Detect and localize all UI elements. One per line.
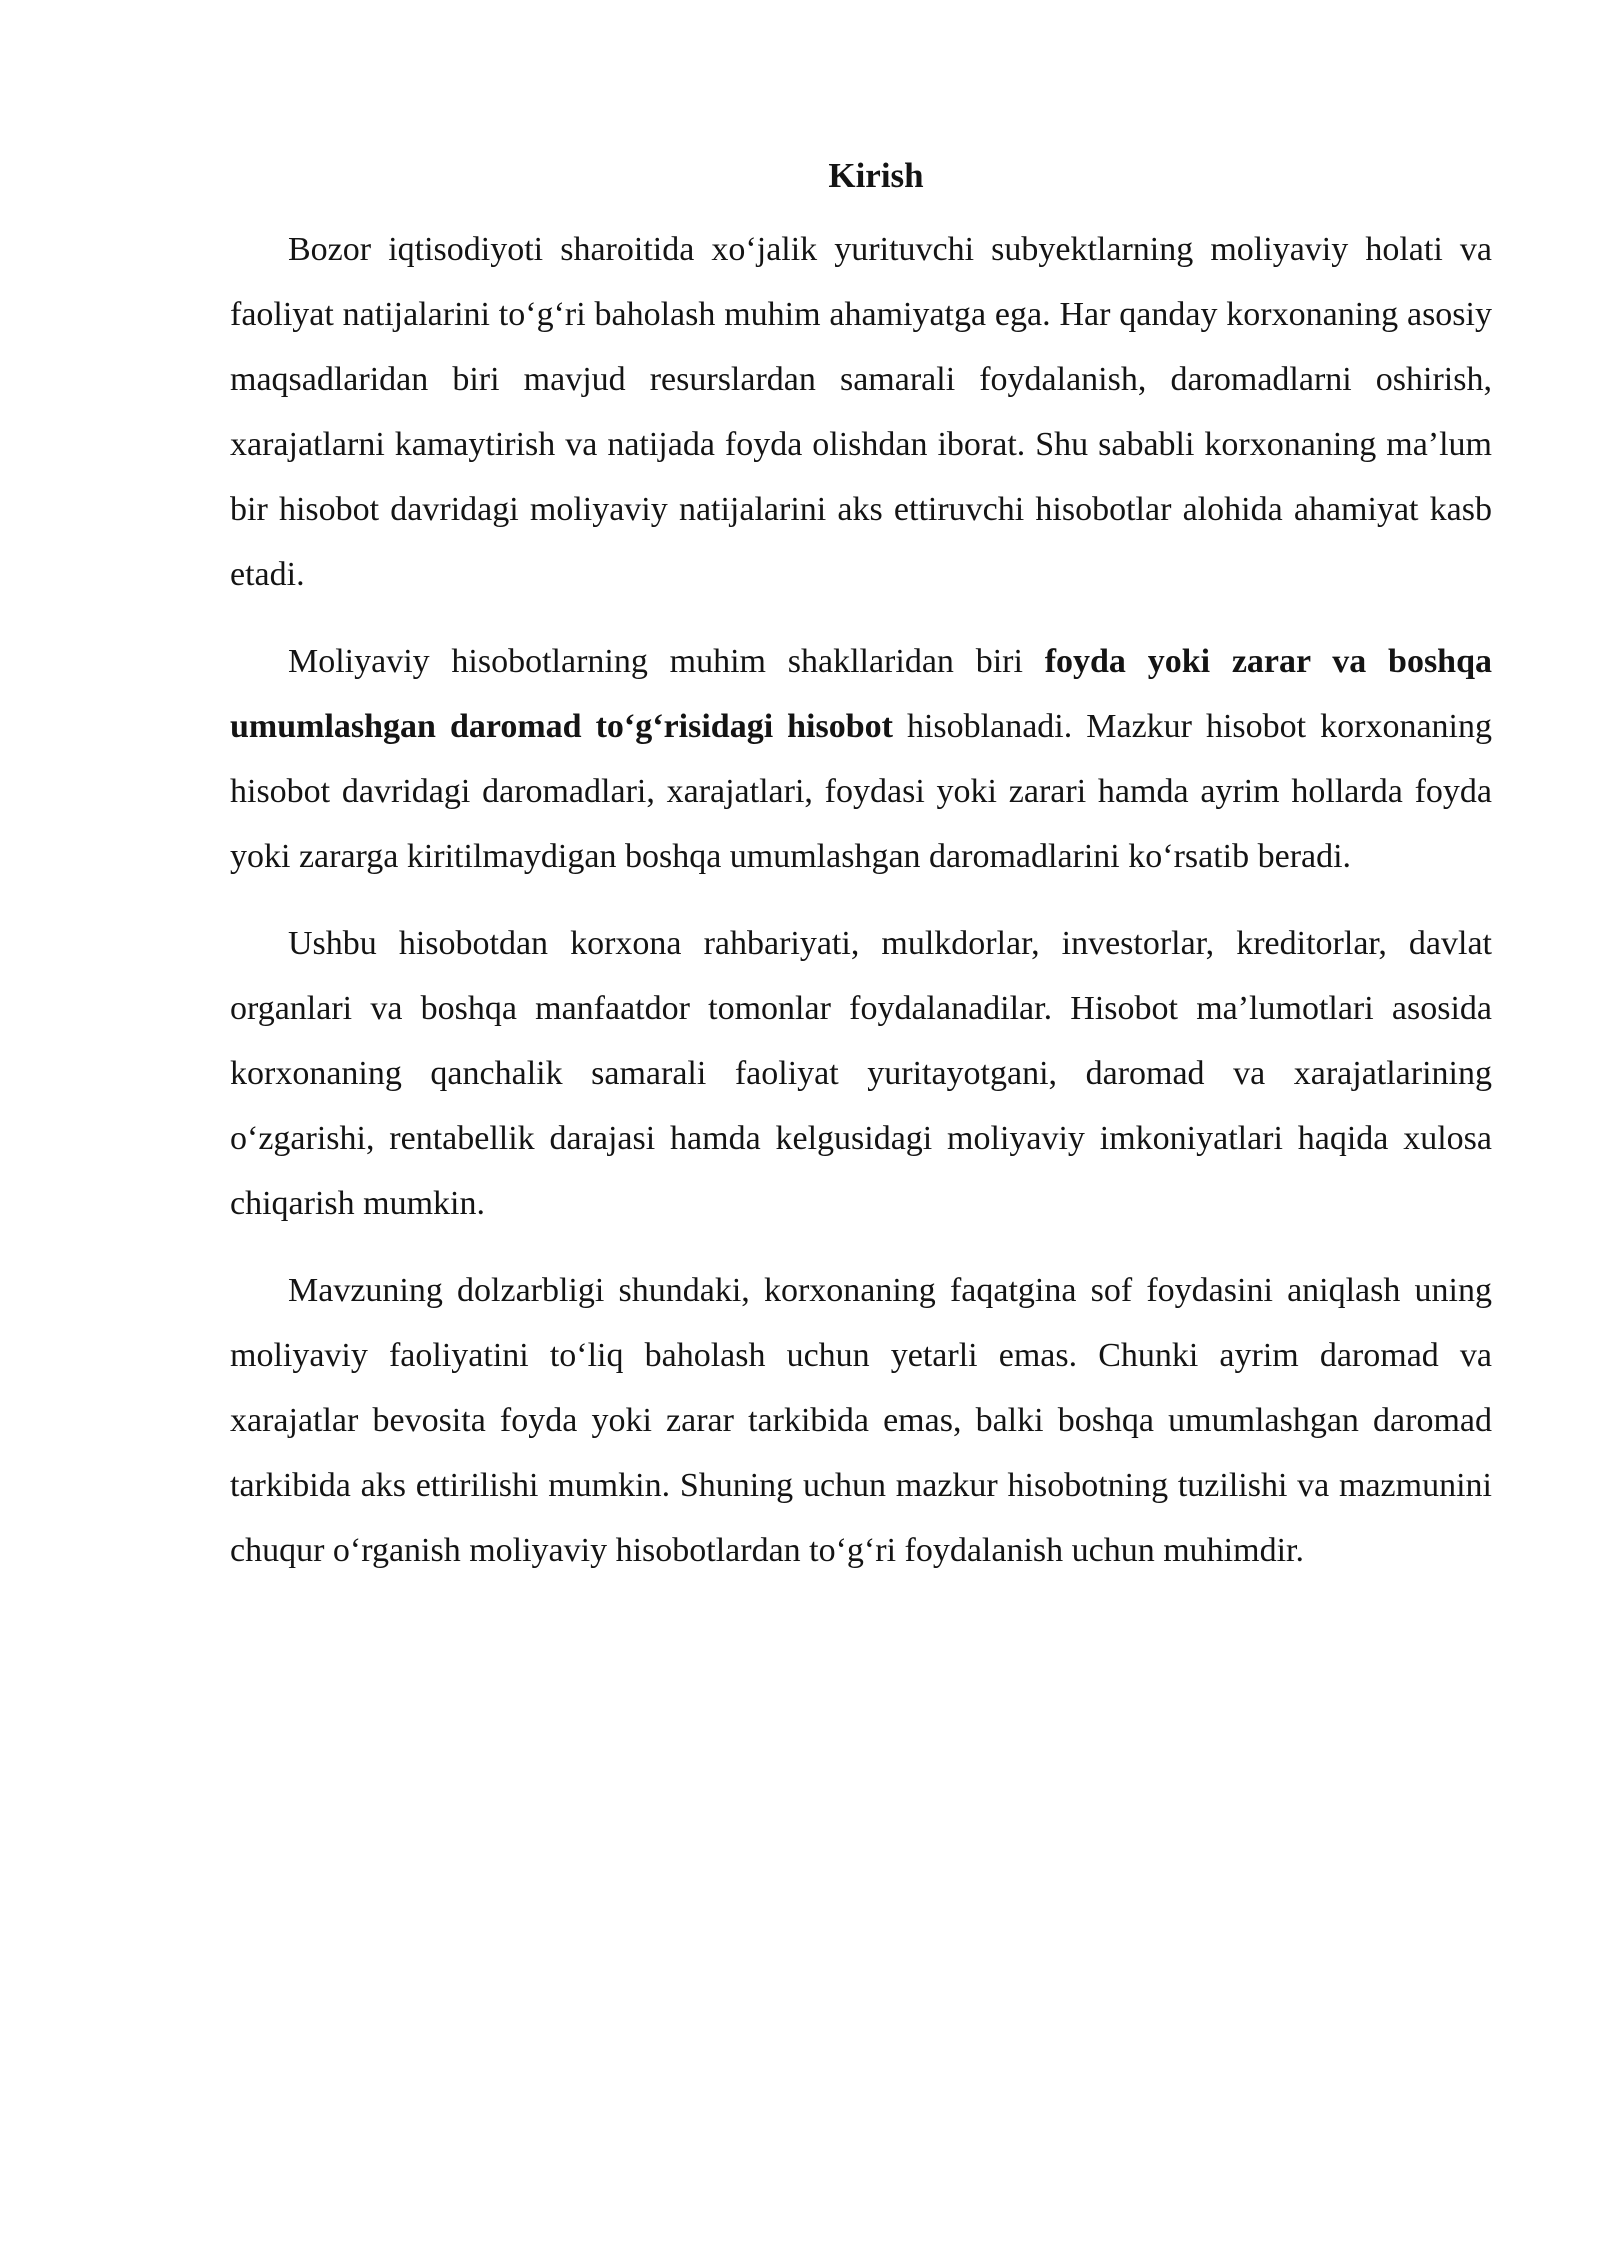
paragraph-1: Bozor iqtisodiyoti sharoitida xo‘jalik yurituvchi subyektlarning moliyaviy holati va faoliyat natijalarini to‘g‘ri baholash muhim ahamiyatga ega. Har qanday korxonaning asosiy maqsadlaridan biri mavjud resurslardan samarali foydalanish, daromadlarni oshirish, xarajatlarni kamaytirish va natijada foyda olishdan iborat. Shu sababli korxonaning ma’lum bir hisobot davridagi moliyaviy natijalarini aks ettiruvchi hisobotlar alohida ahamiyat kasb etadi.	[230, 231, 1492, 593]
paragraph-2-bold-term: foyda yoki zarar va boshqa umumlashgan daromad to‘g‘risidagi hisobot	[230, 643, 1492, 745]
paragraph-2	[230, 629, 1492, 889]
page-title: Kirish	[828, 156, 924, 195]
paragraph-2-rest: hisoblanadi. Mazkur hisobot korxonaning hisobot davridagi daromadlari, xarajatlari, foydasi yoki zarari hamda ayrim hollarda foyda yoki zararga kiritilmaydigan boshqa umumlashgan daromadlarini ko‘rsatib beradi.	[230, 708, 1492, 875]
paragraph-4: Mavzuning dolzarbligi shundaki, korxonaning faqatgina sof foydasini aniqlash uning moliyaviy faoliyatini to‘liq baholash uchun yetarli emas. Chunki ayrim daromad va xarajatlar bevosita foyda yoki zarar tarkibida emas, balki boshqa umumlashgan daromad tarkibida aks ettirilishi mumkin. Shuning uchun mazkur hisobotning tuzilishi va mazmunini chuqur o‘rganish moliyaviy hisobotlardan to‘g‘ri foydalanish uchun muhimdir.	[230, 1272, 1492, 1569]
paragraph-2-intro: Moliyaviy hisobotlarning muhim shakllaridan biri	[288, 643, 1045, 680]
paragraph-3: Ushbu hisobotdan korxona rahbariyati, mulkdorlar, investorlar, kreditorlar, davlat organlari va boshqa manfaatdor tomonlar foydalanadilar. Hisobot ma’lumotlari asosida korxonaning qanchalik samarali faoliyat yuritayotgani, daromad va xarajatlarining o‘zgarishi, rentabellik darajasi hamda kelgusidagi moliyaviy imkoniyatlari haqida xulosa chiqarish mumkin.	[230, 925, 1492, 1222]
page-content	[230, 148, 1492, 1605]
